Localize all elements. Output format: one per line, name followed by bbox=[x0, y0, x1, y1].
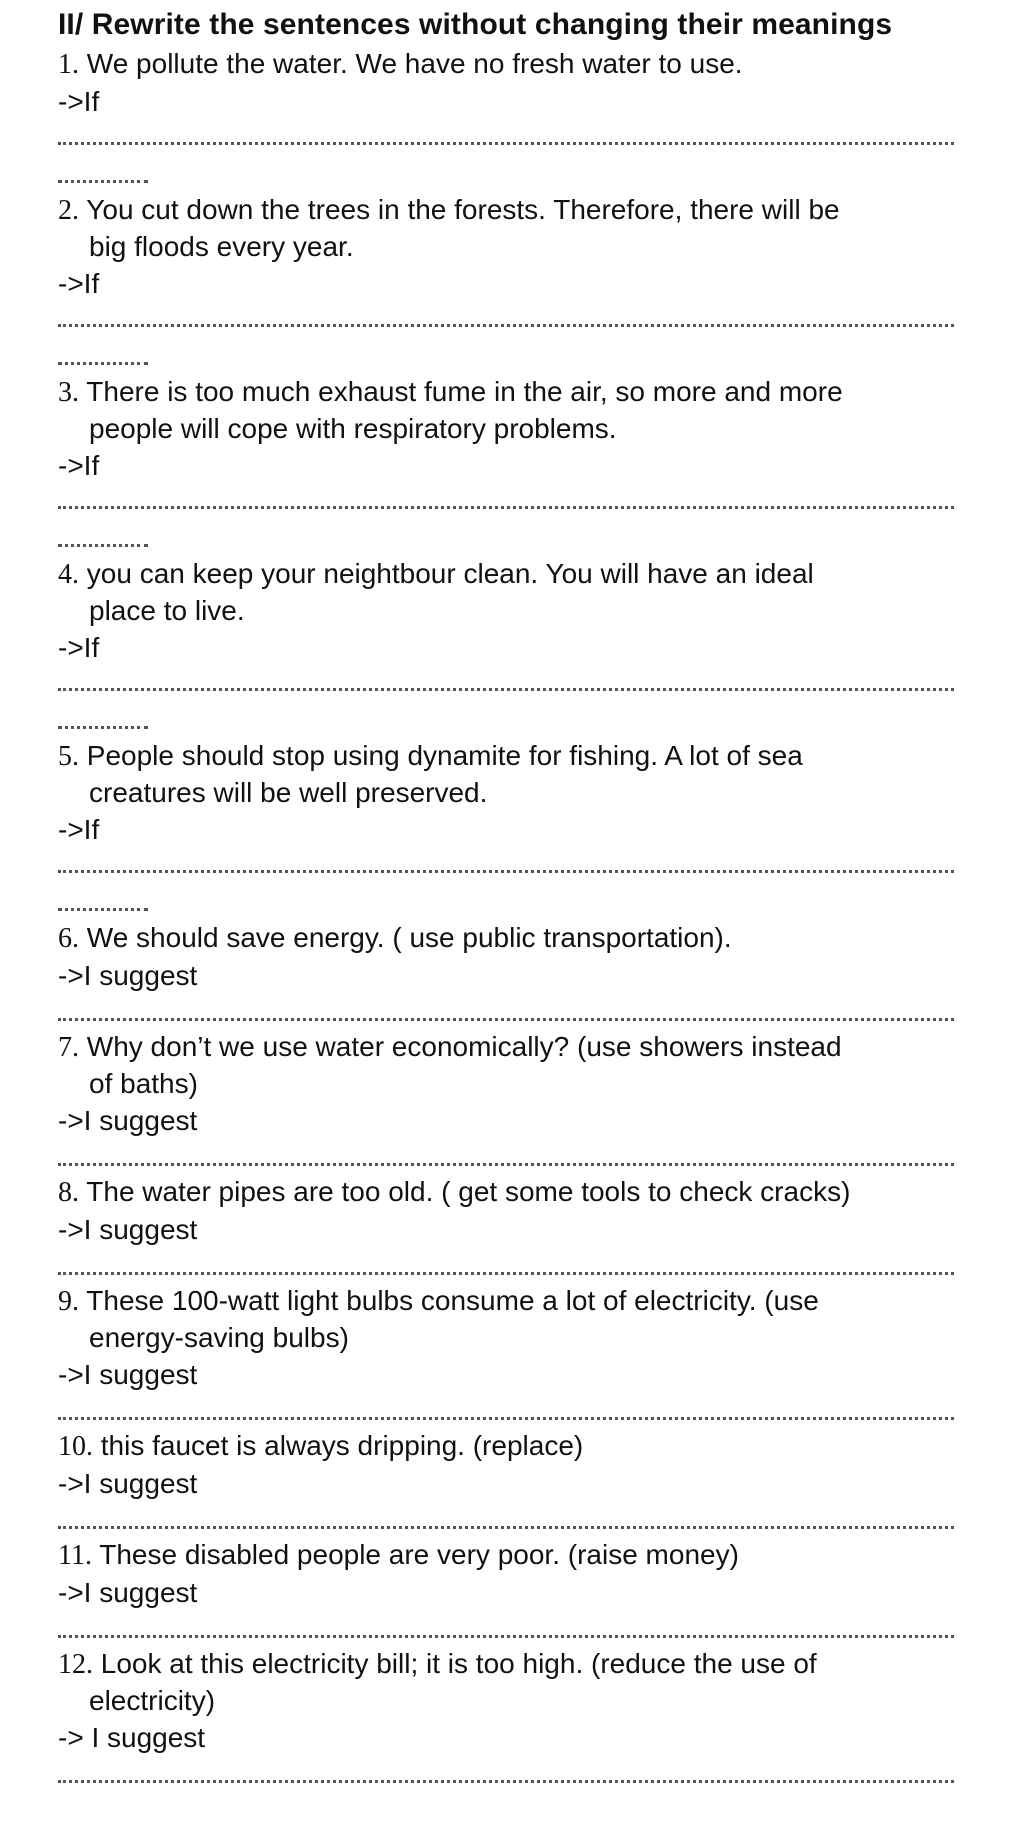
question-text: The water pipes are too old. ( get some tools to check cracks) bbox=[79, 1176, 851, 1207]
question-text: These disabled people are very poor. (raise money) bbox=[91, 1539, 739, 1570]
answer-line[interactable] bbox=[58, 324, 954, 327]
question-text: We pollute the water. We have no fresh water to use. bbox=[79, 48, 743, 79]
answer-prompt: ->If bbox=[58, 632, 100, 663]
answer-prompt: ->If bbox=[58, 86, 100, 117]
question-text-continued: electricity) bbox=[89, 1685, 216, 1716]
answer-line-continued[interactable] bbox=[58, 180, 148, 183]
answer-line-continued[interactable] bbox=[58, 908, 148, 911]
answer-prompt: ->I suggest bbox=[58, 1468, 198, 1499]
question-text: this faucet is always dripping. (replace) bbox=[93, 1430, 584, 1461]
question-number: 5. bbox=[58, 741, 79, 772]
question-3 bbox=[58, 374, 958, 447]
question-2 bbox=[58, 192, 958, 265]
question-text-continued: place to live. bbox=[89, 595, 245, 626]
question-5 bbox=[58, 738, 958, 811]
question-12 bbox=[58, 1646, 958, 1719]
answer-line[interactable] bbox=[58, 688, 954, 691]
answer-line-continued[interactable] bbox=[58, 544, 148, 547]
answer-line[interactable] bbox=[58, 870, 954, 873]
question-text: These 100-watt light bulbs consume a lot of electricity. (use bbox=[79, 1285, 819, 1316]
answer-prompt: ->I suggest bbox=[58, 1577, 198, 1608]
question-number: 10. bbox=[58, 1431, 93, 1462]
answer-line[interactable] bbox=[58, 1780, 954, 1783]
question-number: 2. bbox=[58, 195, 79, 226]
answer-line[interactable] bbox=[58, 506, 954, 509]
answer-line-continued[interactable] bbox=[58, 726, 148, 729]
question-number: 4. bbox=[58, 559, 79, 590]
answer-line[interactable] bbox=[58, 1018, 954, 1021]
question-11 bbox=[58, 1537, 958, 1574]
answer-prompt: -> I suggest bbox=[58, 1722, 206, 1753]
question-number: 11. bbox=[58, 1540, 92, 1571]
question-9 bbox=[58, 1283, 958, 1356]
question-number: 3. bbox=[58, 377, 79, 408]
answer-prompt: ->I suggest bbox=[58, 960, 198, 991]
question-text: There is too much exhaust fume in the air, so more and more bbox=[79, 376, 843, 407]
answer-line-continued[interactable] bbox=[58, 362, 148, 365]
question-number: 9. bbox=[58, 1286, 79, 1317]
question-number: 8. bbox=[58, 1177, 79, 1208]
answer-line[interactable] bbox=[58, 1272, 954, 1275]
section-title: II/ Rewrite the sentences without changing their meanings bbox=[58, 8, 893, 41]
question-text-continued: of baths) bbox=[89, 1068, 198, 1099]
answer-prompt: ->I suggest bbox=[58, 1359, 198, 1390]
question-text: You cut down the trees in the forests. Therefore, there will be bbox=[79, 194, 840, 225]
question-number: 12. bbox=[58, 1649, 93, 1680]
question-text: We should save energy. ( use public transportation). bbox=[79, 922, 732, 953]
question-text: you can keep your neightbour clean. You will have an ideal bbox=[79, 558, 814, 589]
answer-line[interactable] bbox=[58, 1635, 954, 1638]
question-8 bbox=[58, 1174, 958, 1211]
question-text-continued: big floods every year. bbox=[89, 231, 354, 262]
answer-prompt: ->If bbox=[58, 450, 100, 481]
question-number: 6. bbox=[58, 923, 79, 954]
question-text: People should stop using dynamite for fishing. A lot of sea bbox=[79, 740, 803, 771]
question-text: Why don’t we use water economically? (use showers instead bbox=[79, 1031, 842, 1062]
question-text: Look at this electricity bill; it is too high. (reduce the use of bbox=[93, 1648, 817, 1679]
answer-prompt: ->I suggest bbox=[58, 1214, 198, 1245]
question-text-continued: creatures will be well preserved. bbox=[89, 777, 488, 808]
answer-prompt: ->I suggest bbox=[58, 1105, 198, 1136]
answer-line[interactable] bbox=[58, 1526, 954, 1529]
question-number: 1. bbox=[58, 49, 79, 80]
question-4 bbox=[58, 556, 958, 629]
question-6 bbox=[58, 920, 958, 957]
question-text-continued: energy-saving bulbs) bbox=[89, 1322, 349, 1353]
question-1 bbox=[58, 46, 958, 83]
question-10 bbox=[58, 1428, 958, 1465]
answer-line[interactable] bbox=[58, 1163, 954, 1166]
answer-line[interactable] bbox=[58, 142, 954, 145]
question-number: 7. bbox=[58, 1032, 79, 1063]
answer-line[interactable] bbox=[58, 1417, 954, 1420]
question-text-continued: people will cope with respiratory problems. bbox=[89, 413, 617, 444]
question-7 bbox=[58, 1029, 958, 1102]
answer-prompt: ->If bbox=[58, 814, 100, 845]
answer-prompt: ->If bbox=[58, 268, 100, 299]
